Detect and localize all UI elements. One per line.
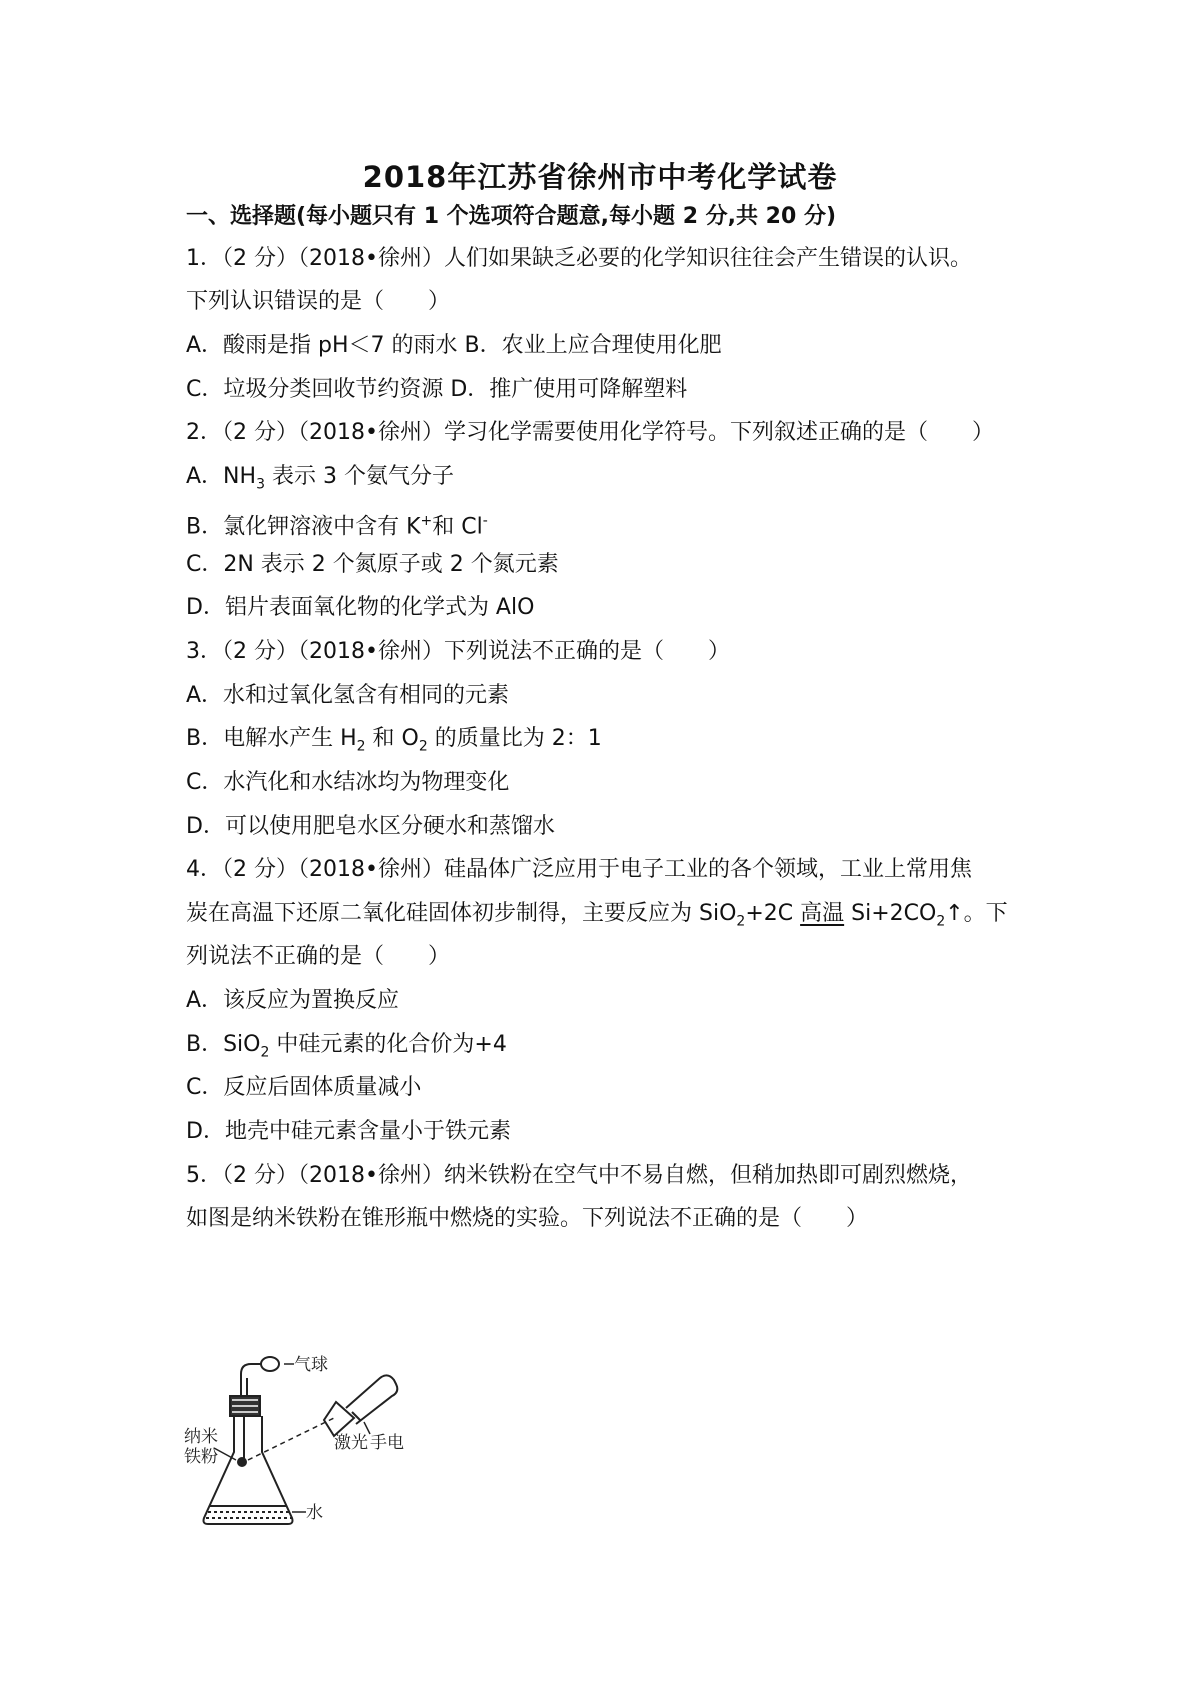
q4-stem-line-2 bbox=[186, 899, 1008, 936]
page-title: 2018年江苏省徐州市中考化学试卷 bbox=[362, 160, 838, 194]
q4-option-a: A．该反应为置换反应 bbox=[186, 988, 400, 1013]
q3-option-a: A．水和过氧化氢含有相同的元素 bbox=[186, 683, 510, 708]
q1-options-ab: A．酸雨是指 pH＜7 的雨水 B．农业上应合理使用化肥 bbox=[186, 333, 722, 358]
text-fragment: 和 O bbox=[365, 726, 419, 751]
text-fragment: B．氯化钾溶液中含有 K bbox=[186, 514, 421, 540]
q3-option-b bbox=[186, 724, 602, 761]
q4-stem-line-3: 列说法不正确的是（ ） bbox=[186, 944, 451, 969]
q4-option-b bbox=[186, 1030, 507, 1067]
q5-stem-line-1: 5．（2 分）（2018•徐州）纳米铁粉在空气中不易自燃，但稍加热即可剧烈燃烧， bbox=[186, 1163, 972, 1188]
flashlight-head bbox=[324, 1402, 354, 1436]
flashlight-label-2: 手电 bbox=[370, 1433, 404, 1453]
q2-option-d: D．铝片表面氧化物的化学式为 AlO bbox=[186, 595, 535, 620]
text-fragment: 2 bbox=[260, 1044, 270, 1061]
balloon-label: 气球 bbox=[294, 1355, 328, 1375]
q2-option-b bbox=[186, 506, 488, 542]
powder-label-2: 铁粉 bbox=[184, 1447, 218, 1467]
text-fragment: 表示 3 个氨气分子 bbox=[264, 464, 454, 489]
text-fragment: +2C bbox=[745, 901, 801, 926]
section-heading: 一、选择题(每小题只有 1 个选项符合题意,每小题 2 分,共 20 分) bbox=[186, 204, 837, 229]
text-fragment: 中硅元素的化合价为+4 bbox=[269, 1032, 507, 1057]
iron-powder bbox=[238, 1458, 246, 1466]
powder-label-1: 纳米 bbox=[184, 1427, 218, 1447]
balloon bbox=[261, 1357, 279, 1371]
flashlight-label-1: 激光 bbox=[334, 1433, 368, 1453]
balloon-tube bbox=[241, 1364, 262, 1396]
q2-option-a bbox=[186, 462, 454, 499]
q3-option-c: C．水汽化和水结冰均为物理变化 bbox=[186, 770, 510, 795]
q2-option-c: C．2N 表示 2 个氮原子或 2 个氮元素 bbox=[186, 552, 559, 577]
water-label: 水 bbox=[306, 1503, 323, 1523]
text-fragment: 的质量比为 2：1 bbox=[427, 726, 602, 751]
q4-stem-line-1: 4．（2 分）（2018•徐州）硅晶体广泛应用于电子工业的各个领域，工业上常用焦 bbox=[186, 857, 972, 882]
text-fragment: B．电解水产生 H bbox=[186, 726, 357, 751]
text-fragment: 炭在高温下还原二氧化硅固体初步制得，主要反应为 SiO bbox=[186, 901, 737, 926]
text-fragment: 2 bbox=[736, 913, 746, 930]
q1-stem-line-1: 1．（2 分）（2018•徐州）人们如果缺乏必要的化学知识往往会产生错误的认识。 bbox=[186, 246, 972, 271]
text-fragment: 2 bbox=[418, 738, 428, 755]
q1-options-cd: C．垃圾分类回收节约资源 D．推广使用可降解塑料 bbox=[186, 377, 688, 402]
text-fragment: ↑。下 bbox=[945, 901, 1008, 926]
q4-option-d: D．地壳中硅元素含量小于铁元素 bbox=[186, 1119, 511, 1144]
text-fragment: - bbox=[482, 513, 488, 529]
q4-option-c: C．反应后固体质量减小 bbox=[186, 1075, 422, 1100]
text-fragment: 3 bbox=[256, 476, 265, 493]
text-fragment: Si+2CO bbox=[844, 901, 937, 926]
text-fragment: A．NH bbox=[186, 464, 257, 489]
q2-stem: 2．（2 分）（2018•徐州）学习化学需要使用化学符号。下列叙述正确的是（ ） bbox=[186, 420, 994, 445]
q5-stem-line-2: 如图是纳米铁粉在锥形瓶中燃烧的实验。下列说法不正确的是（ ） bbox=[186, 1206, 869, 1231]
reaction-condition: 高温 bbox=[800, 901, 845, 926]
text-fragment: 2 bbox=[356, 738, 366, 755]
experiment-diagram bbox=[184, 1352, 424, 1534]
text-fragment: + bbox=[420, 513, 433, 529]
q1-stem-line-2: 下列认识错误的是（ ） bbox=[186, 289, 451, 314]
laser-beam bbox=[248, 1418, 334, 1460]
text-fragment: 2 bbox=[936, 913, 946, 930]
text-fragment: B．SiO bbox=[186, 1032, 261, 1057]
q3-stem: 3．（2 分）（2018•徐州）下列说法不正确的是（ ） bbox=[186, 639, 730, 664]
text-fragment: 和 Cl bbox=[432, 514, 483, 540]
q3-option-d: D．可以使用肥皂水区分硬水和蒸馏水 bbox=[186, 814, 555, 839]
